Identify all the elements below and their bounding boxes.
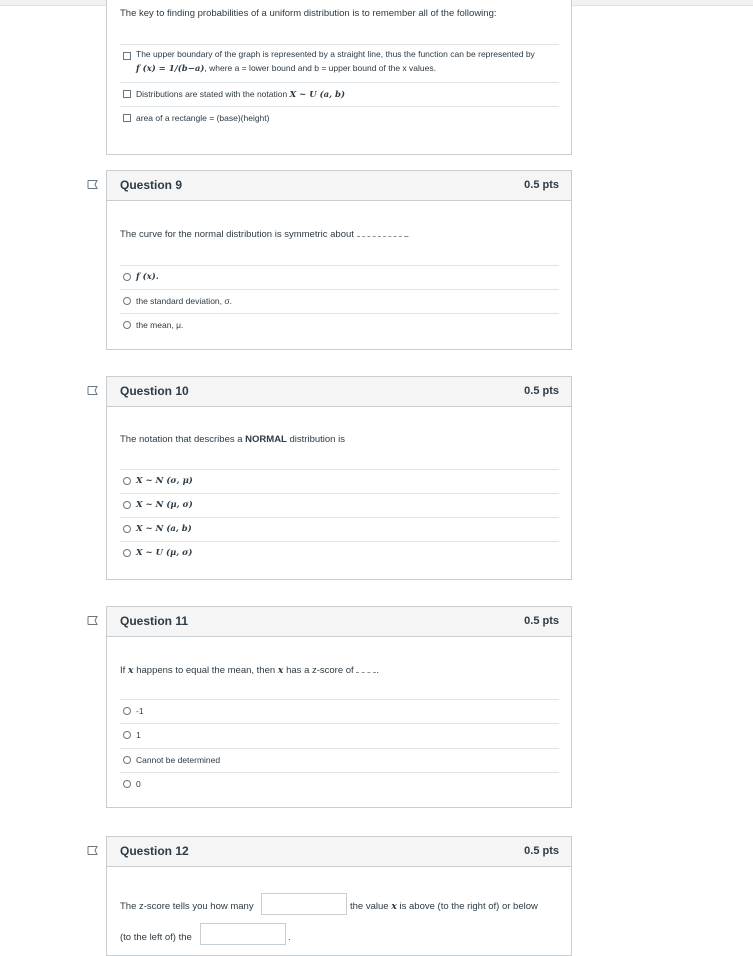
question-12-card <box>106 836 572 956</box>
uniform-notation: X ~ U (a, b) <box>289 90 345 100</box>
question-12-text-c: (to the left of) the <box>120 932 192 943</box>
question-title: Question 11 <box>120 614 189 628</box>
q8-option-1[interactable]: The upper boundary of the graph is represented by a straight line, thus the function can be represented by f (x) = 1/(b−a), where a = lower bound and b = upper bound of the x values. <box>120 44 559 82</box>
question-11-prompt: If x happens to equal the mean, then x has a z-score of . <box>120 665 379 676</box>
q11-option-1[interactable]: -1 <box>120 699 559 723</box>
radio-button[interactable] <box>123 273 131 281</box>
question-title: Question 9 <box>120 178 183 192</box>
question-12-text-b: the value x is above (to the right of) or below <box>350 901 538 912</box>
q10-option-3[interactable]: X ~ N (a, b) <box>120 517 559 541</box>
question-11-card <box>106 606 572 808</box>
q8-option-3[interactable]: area of a rectangle = (base)(height) <box>120 106 559 130</box>
q10-option-1[interactable]: X ~ N (σ, μ) <box>120 469 559 493</box>
question-title: Question 12 <box>120 844 189 858</box>
q9-option-3[interactable]: the mean, μ. <box>120 313 559 337</box>
radio-button[interactable] <box>123 477 131 485</box>
question-10-card <box>106 376 572 580</box>
flag-question-12-icon[interactable] <box>87 846 99 855</box>
answer-input-2[interactable] <box>200 923 286 945</box>
question-9-card <box>106 170 572 350</box>
flag-question-11-icon[interactable] <box>87 616 99 625</box>
question-points: 0.5 pts <box>524 179 559 191</box>
checkbox[interactable] <box>123 52 131 60</box>
uniform-pdf-formula: f (x) = 1/(b−a) <box>136 64 205 74</box>
radio-button[interactable] <box>123 731 131 739</box>
radio-button[interactable] <box>123 780 131 788</box>
question-10-prompt: The notation that describes a NORMAL distribution is <box>120 434 345 445</box>
question-12-text-a: The z-score tells you how many <box>120 901 254 912</box>
q10-option-4[interactable]: X ~ U (μ, σ) <box>120 541 559 565</box>
question-points: 0.5 pts <box>524 845 559 857</box>
answer-input-1[interactable] <box>261 893 347 915</box>
question-10-header <box>107 377 571 407</box>
q8-option-1-text: The upper boundary of the graph is represented by a straight line, thus the function can be represented by <box>136 49 535 59</box>
radio-button[interactable] <box>123 707 131 715</box>
radio-button[interactable] <box>123 756 131 764</box>
q9-option-2[interactable]: the standard deviation, σ. <box>120 289 559 313</box>
radio-button[interactable] <box>123 297 131 305</box>
question-9-prompt: The curve for the normal distribution is symmetric about . <box>120 229 410 240</box>
flag-question-10-icon[interactable] <box>87 386 99 395</box>
question-11-header <box>107 607 571 637</box>
checkbox[interactable] <box>123 90 131 98</box>
q8-option-2[interactable]: Distributions are stated with the notation X ~ U (a, b) <box>120 82 559 106</box>
radio-button[interactable] <box>123 525 131 533</box>
q10-option-2[interactable]: X ~ N (μ, σ) <box>120 493 559 517</box>
question-8-card <box>106 0 572 155</box>
radio-button[interactable] <box>123 549 131 557</box>
q11-option-3[interactable]: Cannot be determined <box>120 748 559 772</box>
question-12-header <box>107 837 571 867</box>
question-points: 0.5 pts <box>524 615 559 627</box>
question-8-prompt: The key to finding probabilities of a uniform distribution is to remember all of the following: <box>120 8 497 19</box>
radio-button[interactable] <box>123 321 131 329</box>
q11-option-2[interactable]: 1 <box>120 723 559 747</box>
radio-button[interactable] <box>123 501 131 509</box>
flag-question-9-icon[interactable] <box>87 180 99 189</box>
question-points: 0.5 pts <box>524 385 559 397</box>
q9-option-1[interactable]: f (x). <box>120 265 559 289</box>
checkbox[interactable] <box>123 114 131 122</box>
q11-option-4[interactable]: 0 <box>120 772 559 796</box>
question-12-text-d: . <box>288 932 291 943</box>
question-title: Question 10 <box>120 384 189 398</box>
question-9-header <box>107 171 571 201</box>
